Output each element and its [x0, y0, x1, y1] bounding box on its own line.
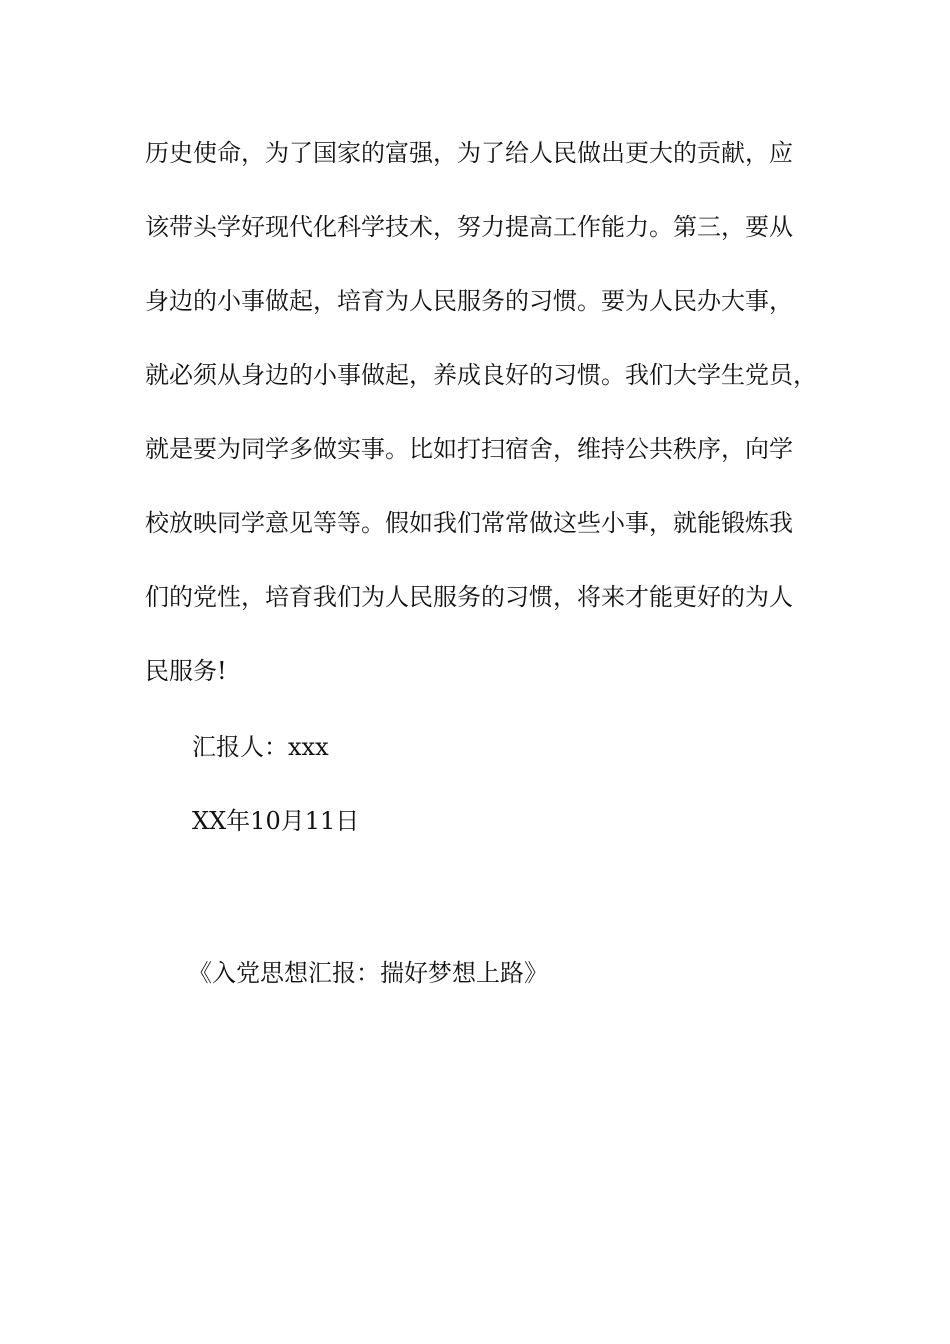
report-date: XX年10月11日	[192, 807, 360, 835]
paragraph-line-3: 身边的小事做起，培育为人民服务的习惯。要为人民办大事，	[145, 287, 793, 315]
paragraph-line-1: 历史使命，为了国家的富强，为了给人民做出更大的贡献，应	[145, 139, 793, 167]
paragraph-line-5: 就是要为同学多做实事。比如打扫宿舍，维持公共秩序，向学	[145, 435, 793, 463]
paragraph-line-7: 们的党性，培育我们为人民服务的习惯，将来才能更好的为人	[145, 583, 793, 611]
paragraph-line-8: 民服务!	[145, 657, 227, 685]
next-document-title: 《入党思想汇报：揣好梦想上路》	[188, 959, 548, 987]
paragraph-line-6: 校放映同学意见等等。假如我们常常做这些小事，就能锻炼我	[145, 509, 793, 537]
paragraph-line-4: 就必须从身边的小事做起，养成良好的习惯。我们大学生党员，	[145, 361, 817, 389]
reporter-signature: 汇报人：xxx	[192, 733, 329, 761]
paragraph-line-2: 该带头学好现代化科学技术，努力提高工作能力。第三，要从	[145, 213, 793, 241]
